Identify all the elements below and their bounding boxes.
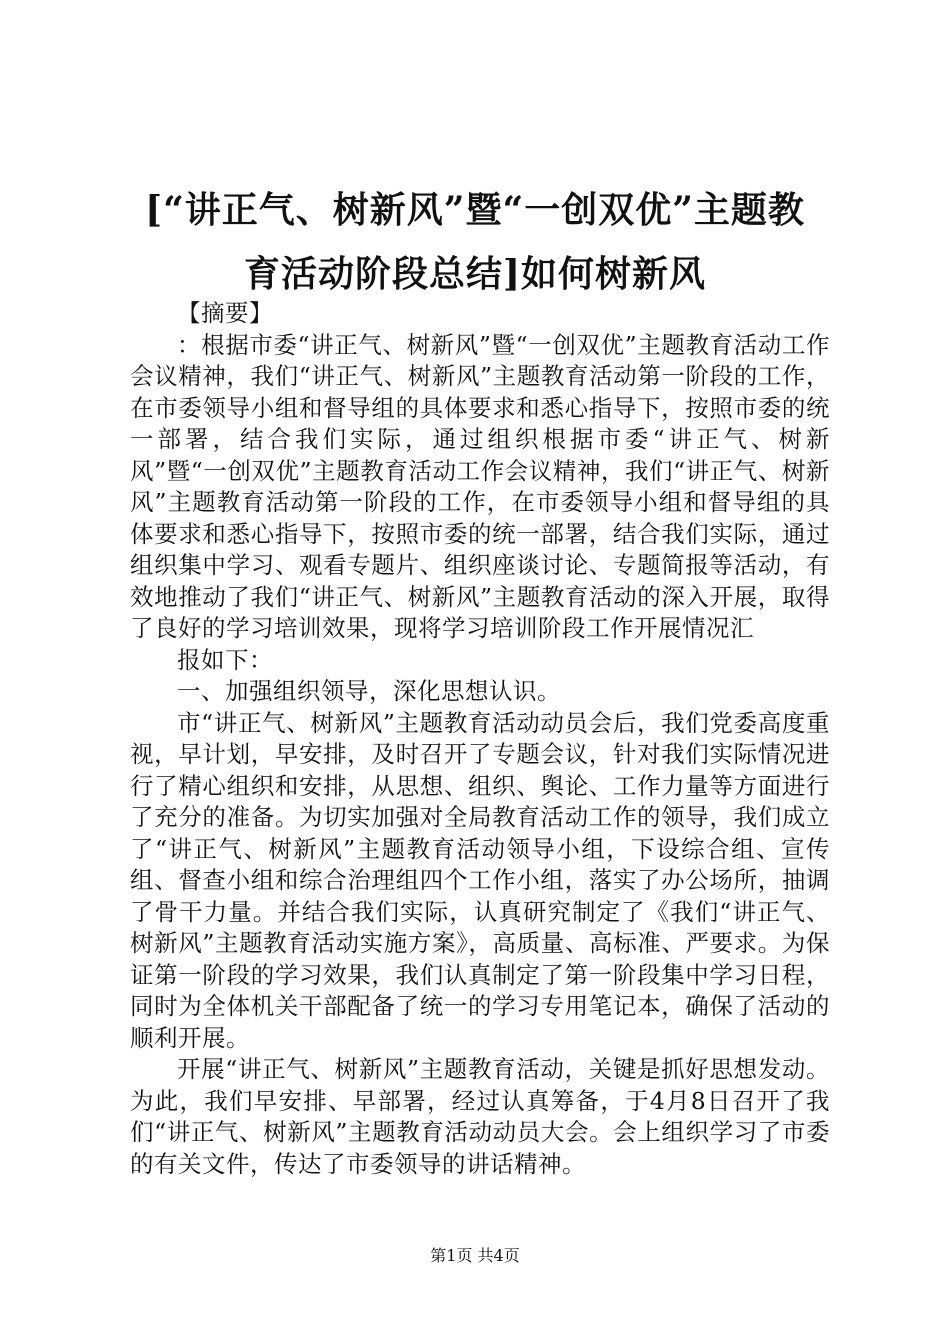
- title-line-2: 育活动阶段总结]如何树新风: [243, 253, 707, 295]
- summary-label: 【摘要】: [177, 299, 273, 327]
- document-title: [110, 178, 840, 306]
- title-line-1: [“讲正气、树新风”暨“一创双优”主题教: [145, 189, 805, 231]
- body-paragraph: 报如下：: [177, 645, 273, 674]
- section-heading: 一、加强组织领导，深化思想认识。: [177, 677, 561, 705]
- page-indicator: 第1页 共4页: [430, 1246, 520, 1265]
- body-paragraph: 开展“讲正气、树新风”主题教育活动，关键是抓好思想发动。为此，我们早安排、早部署，经过认真筹备，于4月8日召开了我们“讲正气、树新风”主题教育活动动员大会。会上组织学习了市委的有关文件，传达了市委领导的讲话精神。: [130, 1055, 830, 1178]
- summary-paragraph: ：根据市委“讲正气、树新风”暨“一创双优”主题教育活动工作会议精神，我们“讲正气、树新风”主题教育活动第一阶段的工作，在市委领导小组和督导组的具体要求和悉心指导下，按照市委的统一部署，结合我们实际，通过组织根据市委“讲正气、树新风”暨“一创双优”主题教育活动工作会议精神，我们“讲正气、树新风”主题教育活动第一阶段的工作，在市委领导小组和督导组的具体要求和悉心指导下，按照市委的统一部署，结合我们实际，通过组织集中学习、观看专题片、组织座谈讨论、专题简报等活动，有效地推动了我们“讲正气、树新风”主题教育活动的深入开展，取得了良好的学习培训效果，现将学习培训阶段工作开展情况汇: [130, 330, 830, 642]
- page-footer: [0, 1246, 950, 1266]
- body-paragraph: 市“讲正气、树新风”主题教育活动动员会后，我们党委高度重视，早计划，早安排，及时召开了专题会议，针对我们实际情况进行了精心组织和安排，从思想、组织、舆论、工作力量等方面进行了充分的准备。为切实加强对全局教育活动工作的领导，我们成立了“讲正气、树新风”主题教育活动领导小组，下设综合组、宣传组、督查小组和综合治理组四个工作小组，落实了办公场所，抽调了骨干力量。并结合我们实际，认真研究制定了《我们“讲正气、树新风”主题教育活动实施方案》，高质量、高标准、严要求。为保证第一阶段的学习效果，我们认真制定了第一阶段集中学习日程，同时为全体机关干部配备了统一的学习专用笔记本，确保了活动的顺利开展。: [130, 708, 830, 1052]
- document-body: [130, 298, 830, 1180]
